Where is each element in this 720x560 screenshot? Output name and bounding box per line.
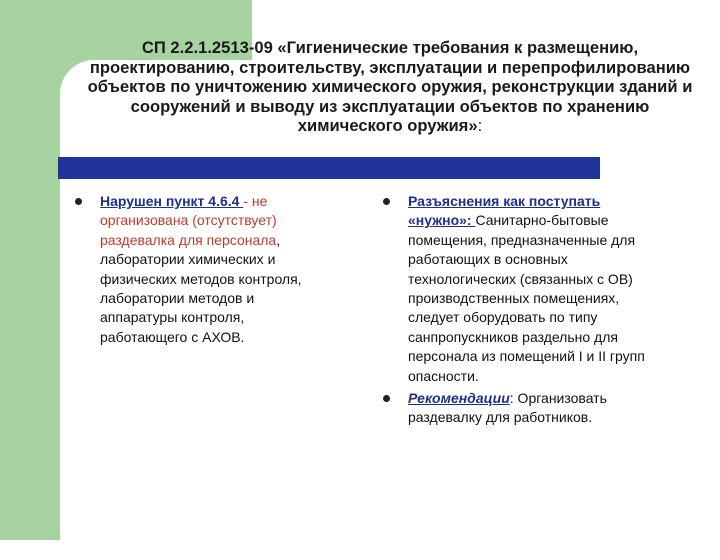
- left-column: [74, 192, 324, 350]
- violation-highlight: не организована (отсутствует) раздевалка для персонала: [100, 193, 277, 248]
- clarification-text: Санитарно-бытовые помещения, предназначенные для работающих в основных технологических (связанных с ОВ) производственных помещениях, следует оборудовать по типу санпропускников раздельно для персонала из помещений I и II групп опасности.: [408, 212, 645, 384]
- bullet-icon: [383, 198, 390, 205]
- accent-bar: [58, 157, 600, 179]
- right-column: [382, 192, 652, 431]
- slide-title: [80, 38, 700, 136]
- recommendation-label: Рекомендации: [408, 390, 510, 407]
- recommendation-item: [382, 389, 652, 428]
- clarification-item: [382, 192, 652, 386]
- violation-rest: , лаборатории химических и физических методов контроля, лаборатории методов и аппаратуры контроля, работающего с АХОВ.: [100, 231, 302, 345]
- title-text: СП 2.2.1.2513-09 «Гигиенические требования к размещению, проектированию, строительству, эксплуатации и перепрофилированию объектов по уничтожению химического оружия, реконструкции зданий и сооружений и выводу из эксплуатации объектов по хранению химического оружия»: [87, 38, 693, 136]
- recommendation-text: : Организовать раздевалку для работников.: [408, 390, 607, 426]
- bullet-icon: [383, 395, 390, 402]
- violation-item: [74, 192, 324, 347]
- clarification-label: Разъяснения как поступать «нужно»:: [408, 193, 601, 229]
- bullet-icon: [75, 198, 82, 205]
- title-colon: :: [477, 116, 483, 136]
- violation-dash: -: [243, 193, 252, 209]
- violation-label: Нарушен пункт 4.6.4: [100, 193, 244, 209]
